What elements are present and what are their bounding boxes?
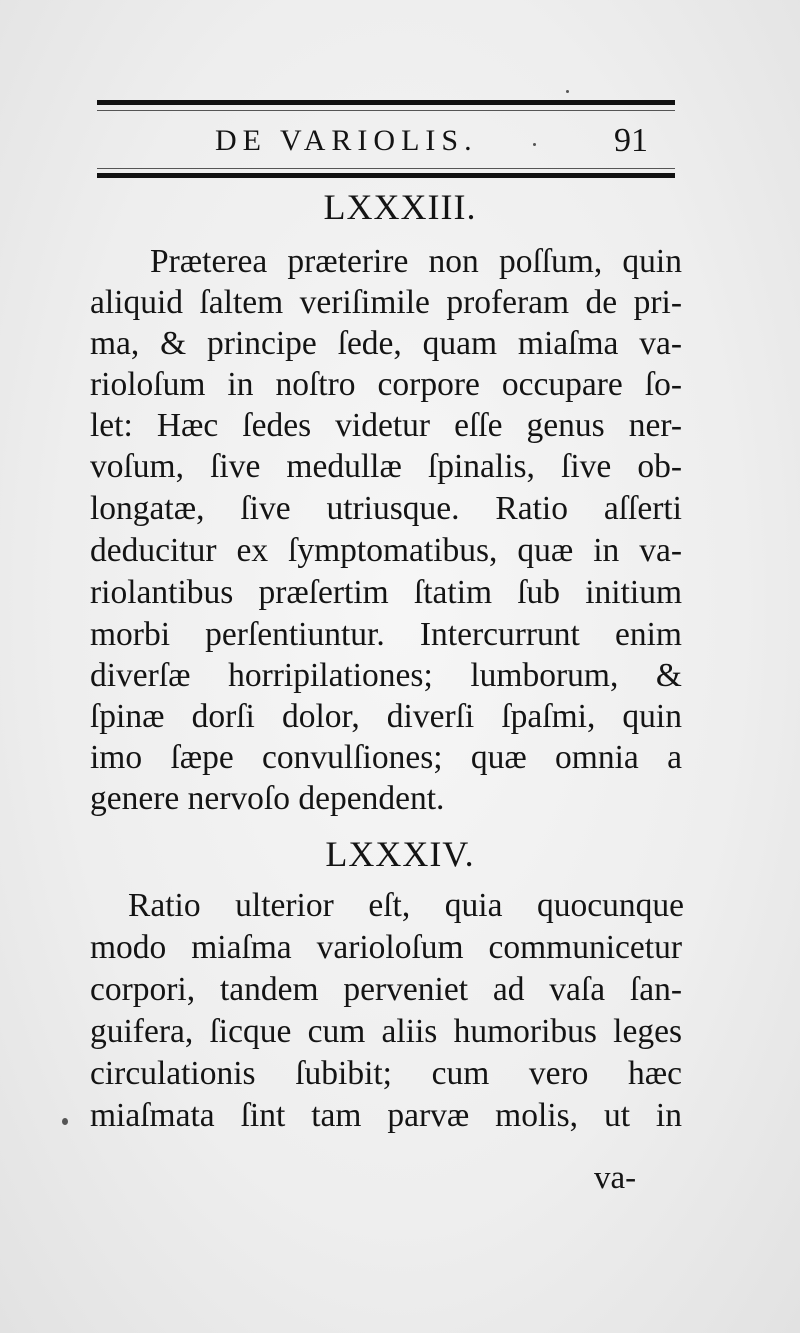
- header-rule-bottom: [97, 173, 675, 178]
- text-line: ſpinæ dorſi dolor, diverſi ſpaſmi, quin: [90, 698, 682, 735]
- ink-speck: [533, 143, 536, 146]
- text-line: aliquid ſaltem veriſimile proferam de pri-: [90, 284, 682, 321]
- section-number: LXXXIII.: [323, 187, 477, 227]
- text-line: genere nervoſo dependent.: [90, 780, 445, 817]
- text-line: riolantibus præſertim ſtatim ſub initium: [90, 574, 682, 611]
- text-line: circulationis ſubibit; cum vero hæc: [90, 1055, 682, 1092]
- text-line: longatæ, ſive utriusque. Ratio aſſerti: [90, 490, 682, 527]
- text-line: morbi perſentiuntur. Intercurrunt enim: [90, 616, 682, 653]
- text-line: miaſmata ſint tam parvæ molis, ut in: [90, 1097, 682, 1134]
- text-line: diverſæ horripilationes; lumborum, &: [90, 657, 682, 694]
- header-rule-top: [97, 100, 675, 105]
- text-line: voſum, ſive medullæ ſpinalis, ſive ob-: [90, 448, 682, 485]
- text-line: rioloſum in noſtro corpore occupare ſo-: [90, 366, 682, 403]
- text-line: guifera, ſicque cum aliis humoribus leges: [90, 1013, 682, 1050]
- ink-speck: [566, 90, 569, 93]
- header-rule-top-thin: [97, 110, 675, 111]
- text-line: deducitur ex ſymptomatibus, quæ in va-: [90, 532, 682, 569]
- running-head: DE VARIOLIS.: [215, 124, 478, 157]
- catchword: va-: [594, 1160, 637, 1196]
- text-line: Præterea præterire non poſſum, quin: [150, 243, 682, 280]
- text-line: modo miaſma varioloſum communicetur: [90, 929, 682, 966]
- text-line: ma, & principe ſede, quam miaſma va-: [90, 325, 682, 362]
- page-number: 91: [614, 122, 648, 159]
- text-line: let: Hæc ſedes videtur eſſe genus ner-: [90, 407, 682, 444]
- ink-speck: [62, 1118, 68, 1125]
- text-line: Ratio ulterior eſt, quia quocunque: [128, 887, 684, 924]
- text-line: imo ſæpe convulſiones; quæ omnia a: [90, 739, 682, 776]
- section-number: LXXXIV.: [325, 834, 475, 874]
- text-line: corpori, tandem perveniet ad vaſa ſan-: [90, 971, 682, 1008]
- header-rule-bottom-thin: [97, 168, 675, 169]
